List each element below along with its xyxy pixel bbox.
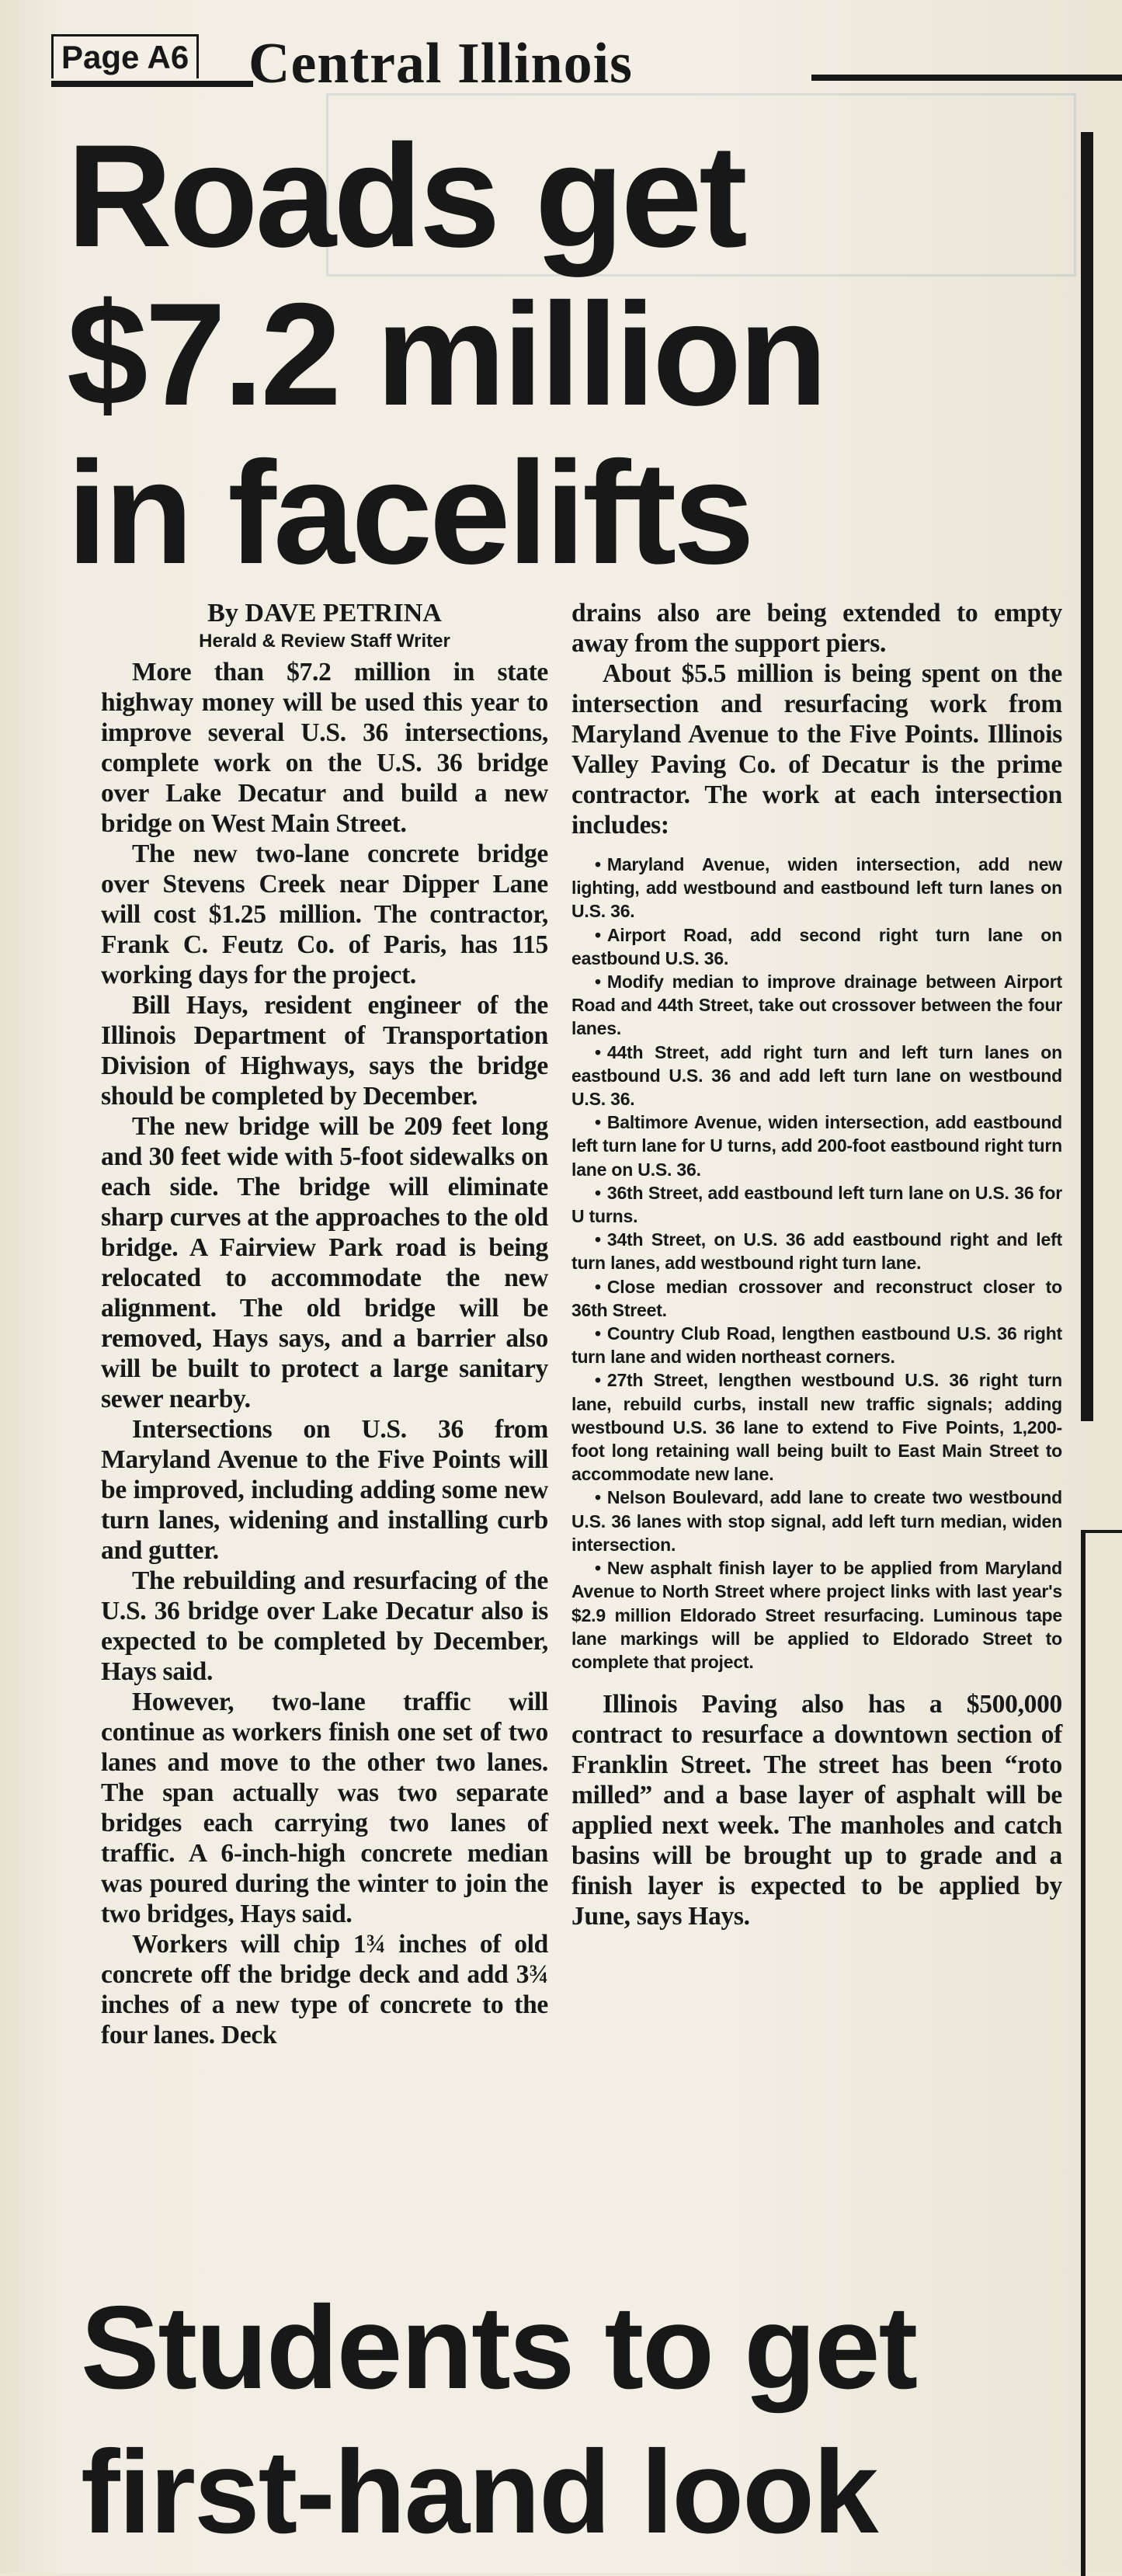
headline-line: $7.2 million — [67, 273, 825, 436]
headline-line: Roads get — [67, 114, 745, 277]
list-item: • 36th Street, add eastbound left turn lane on U.S. 36 for U turns. — [571, 1182, 1062, 1227]
list-item: • Close median crossover and reconstruct closer to 36th Street. — [571, 1276, 1062, 1320]
bullet-icon: • — [595, 1229, 601, 1250]
page-label: Page A6 — [51, 34, 199, 78]
paragraph: About $5.5 million is being spent on the intersection and resurfacing work from Maryland Avenue to the Five Points. Illinois Valley Paving Co. of Decatur is the prime contractor. The work at each intersection includes: — [571, 659, 1062, 840]
list-item: • Baltimore Avenue, widen intersection, add eastbound left turn lane for U turns, add 200-foot eastbound right turn lane on U.S. 36. — [571, 1112, 1062, 1180]
paragraph: More than $7.2 million in state highway money will be used this year to improve several U.S. 36 intersections, complete work on the U.S. 36 bridge over Lake Decatur and build a new bridge on West Main Street. — [101, 658, 548, 838]
bullet-icon: • — [595, 1041, 601, 1062]
list-item: • Maryland Avenue, widen intersection, add new lighting, add westbound and eastbound left turn lanes on U.S. 36. — [571, 854, 1062, 922]
article-column-right — [571, 598, 1062, 1931]
paragraph: drains also are being extended to empty away from the support piers. — [571, 599, 1062, 658]
paragraph: The rebuilding and resurfacing of the U.S. 36 bridge over Lake Decatur also is expected to be completed by December, Hays said. — [101, 1566, 548, 1686]
bullet-icon: • — [595, 1487, 601, 1508]
paragraph: The new two-lane concrete bridge over Stevens Creek near Dipper Lane will cost $1.25 million. The contractor, Frank C. Feutz Co. of Paris, has 115 working days for the project. — [101, 840, 548, 989]
list-item: • New asphalt finish layer to be applied from Maryland Avenue to North Street where project links with last year's $2.9 million Eldorado Street resurfacing. Luminous tape lane markings will be applied to Eldorado Street to complete that project. — [571, 1558, 1062, 1672]
list-item: • 27th Street, lengthen westbound U.S. 36 right turn lane, rebuild curbs, install new traffic signals; adding westbound U.S. 36 lane to extend to Five Points, 1,200-foot long retaining wall being built to East Main Street to accommodate new lane. — [571, 1370, 1062, 1485]
headline-line: Students to get — [81, 2282, 917, 2414]
intersection-list — [571, 853, 1062, 1674]
bullet-icon: • — [595, 1276, 601, 1297]
paragraph: However, two-lane traffic will continue as workers finish one set of two lanes and move to the other two lanes. The span actually was two separate bridges each carrying two lanes of traffic. A 6-inch-high concrete median was poured during the winter to join the two bridges, Hays said. — [101, 1688, 548, 1928]
adjacent-story-border — [1081, 1530, 1122, 2576]
headline-line: in facelifts — [67, 431, 752, 594]
bullet-icon: • — [595, 1558, 601, 1579]
article-column-left — [101, 598, 548, 2050]
bullet-icon: • — [595, 1323, 601, 1344]
list-item: • Country Club Road, lengthen eastbound U.S. 36 right turn lane and widen northeast corners. — [571, 1323, 1062, 1368]
paragraph: Intersections on U.S. 36 from Maryland Avenue to the Five Points will be improved, including adding some new turn lanes, widening and installing curb and gutter. — [101, 1415, 548, 1565]
column-divider-rule — [1081, 132, 1093, 1421]
list-item: • 34th Street, on U.S. 36 add eastbound right and left turn lanes, add westbound right turn lane. — [571, 1229, 1062, 1274]
list-item: • Modify median to improve drainage between Airport Road and 44th Street, take out crossover between the four lanes. — [571, 972, 1062, 1039]
next-story-headline — [81, 2275, 1082, 2564]
headline-line: first-hand look — [81, 2426, 877, 2558]
paragraph: Bill Hays, resident engineer of the Illinois Department of Transportation Division of Highways, says the bridge should be completed by December. — [101, 991, 548, 1111]
paragraph: The new bridge will be 209 feet long and 30 feet wide with 5-foot sidewalks on each side. The bridge will eliminate sharp curves at the approaches to the old bridge. A Fairview Park road is being relocated to accommodate the new alignment. The old bridge will be removed, Hays says, and a barrier also will be built to protect a large sanitary sewer nearby. — [101, 1112, 548, 1413]
bullet-icon: • — [595, 924, 601, 945]
byline: By DAVE PETRINA — [207, 599, 442, 627]
paragraph: Illinois Paving also has a $500,000 contract to resurface a downtown section of Franklin Street. The street has been “roto milled” and a base layer of asphalt will be applied next week. The manholes and catch basins will be brought up to grade and a finish layer is expected to be applied by June, says Hays. — [571, 1690, 1062, 1931]
headline — [67, 116, 1068, 592]
section-title: Central Illinois — [248, 32, 633, 96]
paragraph: Workers will chip 1¾ inches of old concrete off the bridge deck and add 3¾ inches of a new type of concrete to the four lanes. Deck — [101, 1930, 548, 2049]
bullet-icon: • — [595, 1370, 601, 1391]
list-item: • 44th Street, add right turn and left turn lanes on eastbound U.S. 36 and add left turn lane on westbound U.S. 36. — [571, 1041, 1062, 1110]
bullet-icon: • — [595, 1112, 601, 1133]
header-rule-left — [51, 81, 253, 87]
header-rule-right — [811, 75, 1122, 81]
bullet-icon: • — [595, 854, 601, 874]
list-item: • Airport Road, add second right turn lane on eastbound U.S. 36. — [571, 924, 1062, 968]
byline-affiliation: Herald & Review Staff Writer — [199, 631, 450, 652]
list-item: • Nelson Boulevard, add lane to create two westbound U.S. 36 lanes with stop signal, add left turn median, widen intersection. — [571, 1487, 1062, 1555]
bullet-icon: • — [595, 1182, 601, 1203]
bullet-icon: • — [595, 972, 601, 993]
